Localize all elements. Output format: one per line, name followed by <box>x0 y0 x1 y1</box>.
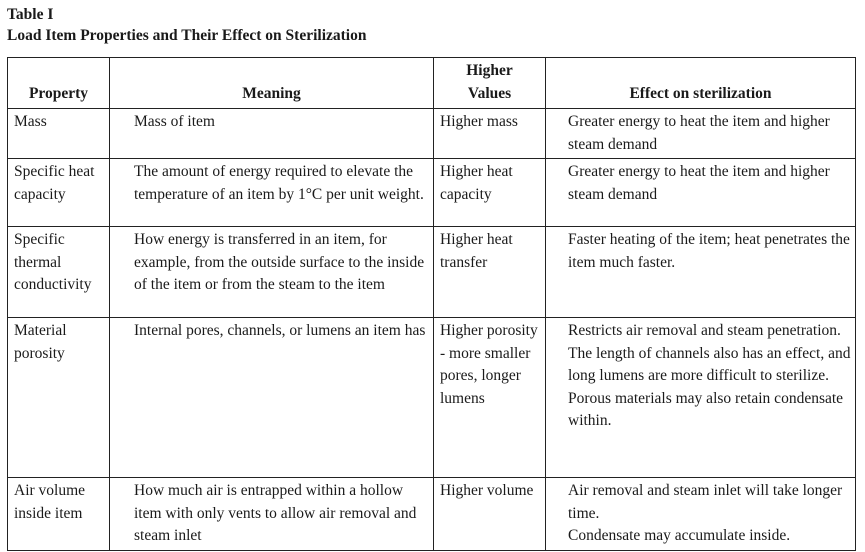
header-higher-values <box>434 58 546 109</box>
cell-property: Mass <box>8 109 110 159</box>
cell-higher-values: Higher volume <box>434 478 546 551</box>
cell-effect <box>546 109 856 159</box>
cell-meaning: Mass of item <box>110 109 434 159</box>
effect-text: Condensate may accumulate inside. <box>568 527 791 544</box>
cell-effect <box>546 478 856 551</box>
table-caption <box>7 4 366 46</box>
header-higher-values-line2: Values <box>467 84 512 102</box>
table-row <box>8 159 856 227</box>
table-title: Load Item Properties and Their Effect on Sterilization <box>7 27 367 44</box>
properties-table <box>7 57 856 551</box>
table-row <box>8 109 856 159</box>
cell-property: Air volume inside item <box>8 478 110 551</box>
header-effect: Effect on sterilization <box>546 58 856 109</box>
cell-higher-values: Higher mass <box>434 109 546 159</box>
cell-property: Specific heat capacity <box>8 159 110 227</box>
cell-meaning: How much air is entrapped within a hollow item with only vents to allow air removal and steam inlet <box>110 478 434 551</box>
cell-higher-values: Higher porosity - more smaller pores, longer lumens <box>434 318 546 478</box>
header-row <box>8 58 856 109</box>
cell-higher-values: Higher heat transfer <box>434 227 546 318</box>
cell-meaning: How energy is transferred in an item, for example, from the outside surface to the inside of the item or from the steam to the item <box>110 227 434 318</box>
cell-effect <box>546 159 856 227</box>
cell-property: Specific thermal conductivity <box>8 227 110 318</box>
effect-text: Faster heating of the item; heat penetrates the item much faster. <box>568 231 850 271</box>
table-row <box>8 227 856 318</box>
cell-meaning: The amount of energy required to elevate the temperature of an item by 1°C per unit weight. <box>110 159 434 227</box>
cell-meaning: Internal pores, channels, or lumens an item has <box>110 318 434 478</box>
cell-effect <box>546 318 856 478</box>
header-meaning: Meaning <box>110 58 434 109</box>
cell-effect <box>546 227 856 318</box>
table-row <box>8 318 856 478</box>
cell-property: Material porosity <box>8 318 110 478</box>
effect-text: Greater energy to heat the item and higher steam demand <box>568 113 830 153</box>
effect-text: Air removal and steam inlet will take longer time. <box>568 482 843 522</box>
effect-text: Porous materials may also retain condensate within. <box>568 389 844 429</box>
header-higher-values-line1: Higher <box>466 62 513 79</box>
table-row <box>8 478 856 551</box>
cell-higher-values: Higher heat capacity <box>434 159 546 227</box>
header-property: Property <box>8 58 110 109</box>
table-number: Table I <box>7 6 54 23</box>
effect-text: Greater energy to heat the item and higher steam demand <box>568 163 830 203</box>
effect-text: Restricts air removal and steam penetration. The length of channels also has an effect, and long lumens are more difficult to sterilize. <box>568 322 851 384</box>
